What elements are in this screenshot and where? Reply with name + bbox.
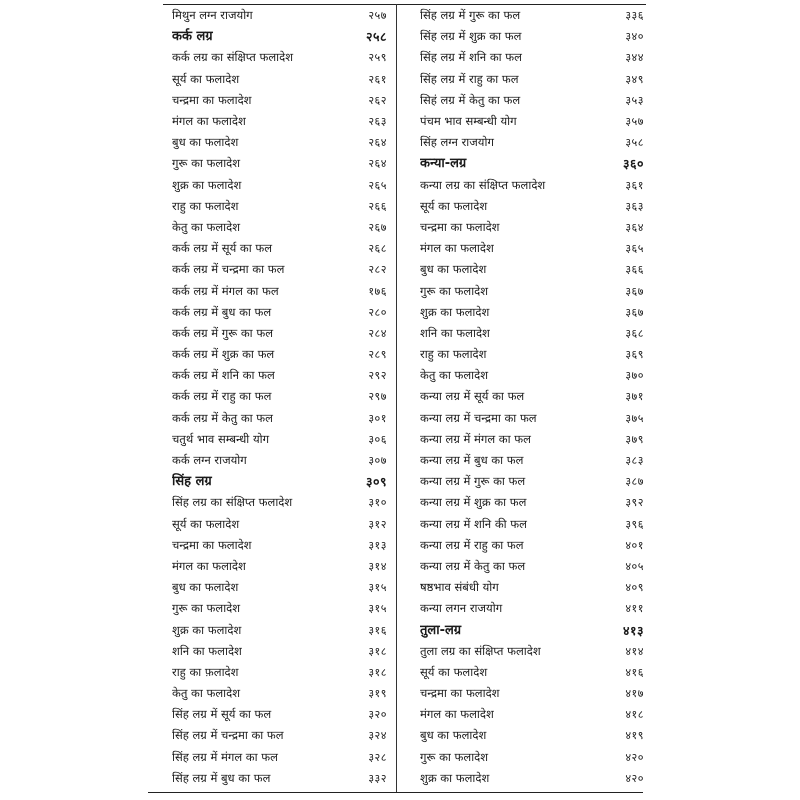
toc-entry-page-number: ३१६	[368, 623, 387, 637]
toc-entry-title: सूर्य का फलादेश	[420, 198, 488, 213]
toc-entry	[172, 47, 387, 68]
toc-entry-page-number: ३६१	[625, 178, 644, 192]
toc-entry	[420, 111, 644, 132]
toc-entry	[172, 111, 387, 132]
toc-entry-page-number: २५८	[365, 29, 387, 45]
toc-entry	[172, 386, 387, 407]
toc-entry-page-number: ४०५	[625, 559, 644, 573]
toc-entry	[172, 492, 387, 513]
toc-entry	[420, 471, 644, 492]
toc-entry-page-number: ४११	[625, 602, 644, 616]
toc-entry-page-number: ३०७	[368, 454, 387, 468]
toc-entry-page-number: २६६	[368, 199, 387, 213]
toc-entry	[420, 238, 644, 259]
toc-entry-page-number: ३५३	[625, 93, 644, 107]
toc-entry	[172, 5, 387, 26]
toc-entry-page-number: १७६	[368, 284, 387, 298]
toc-entry	[172, 408, 387, 429]
toc-entry	[172, 344, 387, 365]
toc-entry-title: सिंह लग्न राजयोग	[420, 135, 494, 150]
toc-entry	[420, 217, 644, 238]
toc-entry-page-number: ३५८	[625, 136, 644, 150]
toc-entry	[172, 725, 387, 746]
toc-entry-title: चन्द्रमा का फलादेश	[420, 686, 500, 701]
toc-entry	[172, 535, 387, 556]
toc-entry	[420, 662, 644, 683]
toc-entry-page-number: ३७९	[625, 432, 644, 446]
toc-entry-page-number: ३१८	[368, 665, 387, 679]
toc-entry-page-number: ४१६	[625, 665, 644, 679]
toc-entry-page-number: ३१३	[368, 538, 387, 552]
toc-entry	[172, 514, 387, 535]
toc-entry-title: सिंह लग्र	[172, 474, 212, 490]
toc-entry-page-number: ४०९	[625, 581, 644, 595]
toc-entry-title: चन्द्रमा का फलादेश	[172, 92, 252, 107]
toc-entry-page-number: ३९६	[625, 517, 644, 531]
toc-entry-page-number: ३४४	[625, 51, 644, 65]
toc-entry-title: कन्या लग्र में चन्द्रमा का फल	[420, 410, 537, 425]
toc-entry-page-number: २६५	[368, 178, 387, 192]
toc-entry-page-number: ३१५	[368, 581, 387, 595]
toc-entry-title: कर्क लग्र में चन्द्रमा का फल	[172, 262, 285, 277]
toc-entry	[420, 556, 644, 577]
toc-entry-page-number: ३३६	[625, 9, 644, 23]
toc-entry	[420, 598, 644, 619]
toc-entry-title: मिथुन लग्न राजयोग	[172, 8, 253, 23]
toc-entry-title: सिंह लग्र में सूर्य का फल	[172, 707, 272, 722]
toc-entry-title: सूर्य का फलादेश	[172, 516, 240, 531]
toc-entry	[420, 429, 644, 450]
toc-entry-page-number: ३६६	[625, 263, 644, 277]
toc-entry	[420, 5, 644, 26]
toc-entry-page-number: ३८७	[625, 475, 644, 489]
toc-entry	[420, 196, 644, 217]
right-column	[420, 5, 644, 789]
toc-entry-title: षष्ठभाव संबंधी योग	[420, 580, 499, 595]
toc-entry-title: कर्क लग्र में मंगल का फल	[172, 283, 279, 298]
toc-entry-title: पंचम भाव सम्बन्धी योग	[420, 114, 517, 129]
toc-entry-title: गुरू का फलादेश	[420, 749, 489, 764]
toc-entry-title: राहु का फ़लादेश	[172, 664, 239, 679]
toc-entry-title: सिहं लग्र में केतु का फल	[420, 92, 521, 107]
toc-entry	[420, 514, 644, 535]
toc-entry-title: कर्क लग्न राजयोग	[172, 453, 247, 468]
toc-entry-page-number: २५७	[368, 9, 387, 23]
toc-entry-page-number: ३७०	[625, 369, 644, 383]
toc-entry	[172, 450, 387, 471]
toc-entry-page-number: २८२	[368, 263, 387, 277]
toc-entry-page-number: ३६७	[625, 305, 644, 319]
toc-entry-page-number: ४१३	[622, 622, 644, 638]
toc-entry	[172, 132, 387, 153]
toc-entry-title: कन्या लग्र का संक्षिप्त फलादेश	[420, 177, 546, 192]
toc-entry-title: सिंह लग्र में गुरू का फल	[420, 8, 521, 23]
toc-entry	[172, 768, 387, 789]
toc-entry-title: कर्क लग्र में सूर्य का फल	[172, 241, 273, 256]
toc-entry-page-number: ३२०	[368, 708, 387, 722]
toc-entry-title: कन्या लगन राजयोग	[420, 601, 503, 616]
toc-entry	[172, 683, 387, 704]
toc-entry-title: कन्या लग्र में मंगल का फल	[420, 431, 531, 446]
toc-entry-title: सूर्य का फलादेश	[172, 71, 240, 86]
toc-entry-page-number: २६२	[368, 93, 387, 107]
toc-entry-page-number: ४२०	[625, 750, 644, 764]
toc-entry-page-number: २५९	[368, 51, 387, 65]
toc-entry-title: कर्क लग्र में बुध का फल	[172, 304, 272, 319]
toc-entry-title: कन्या लग्र में गुरू का फल	[420, 474, 526, 489]
toc-entry-title: शुक्र का फलादेश	[172, 177, 242, 192]
toc-entry-page-number: २६१	[368, 72, 387, 86]
toc-entry-title: बुध का फलादेश	[172, 135, 239, 150]
toc-entry	[172, 175, 387, 196]
toc-entry	[420, 90, 644, 111]
toc-entry-title: कन्या लग्र में बुध का फल	[420, 453, 524, 468]
toc-entry-page-number: ३७१	[625, 390, 644, 404]
toc-entry	[172, 704, 387, 725]
toc-entry-page-number: ३५७	[625, 115, 644, 129]
toc-entry-title: गुरू का फलादेश	[420, 283, 489, 298]
toc-entry-title: कर्क लग्र में शुक्र का फल	[172, 347, 275, 362]
toc-entry	[172, 280, 387, 301]
toc-entry-title: राहु का फलादेश	[420, 347, 487, 362]
toc-entry	[172, 365, 387, 386]
toc-entry	[420, 768, 644, 789]
toc-entry	[172, 619, 387, 640]
toc-entry-page-number: ३१०	[368, 496, 387, 510]
toc-entry-page-number: ४२०	[625, 771, 644, 785]
toc-entry-title: शुक्र का फलादेश	[172, 622, 242, 637]
toc-entry	[172, 429, 387, 450]
toc-entry-title: सिंह लग्र का संक्षिप्त फलादेश	[172, 495, 293, 510]
toc-entry-title: मंगल का फलादेश	[172, 558, 246, 573]
toc-entry-title: कन्या-लग्र	[420, 156, 467, 172]
toc-entry-title: कन्या लग्र में राहु का फल	[420, 537, 524, 552]
toc-entry-page-number: ३९२	[625, 496, 644, 510]
toc-entry-title: कन्या लग्र में शनि की फल	[420, 516, 527, 531]
toc-entry-title: केतु का फलादेश	[172, 686, 241, 701]
toc-entry-title: शनि का फलादेश	[172, 643, 242, 658]
toc-section-heading	[420, 619, 644, 640]
toc-entry-page-number: ३१२	[368, 517, 387, 531]
toc-entry-page-number: ३८३	[625, 454, 644, 468]
toc-entry-page-number: ३०१	[368, 411, 387, 425]
toc-section-heading	[420, 153, 644, 174]
toc-entry	[420, 259, 644, 280]
toc-entry-page-number: २६३	[368, 115, 387, 129]
toc-entry	[172, 556, 387, 577]
toc-entry-title: बुध का फलादेश	[420, 262, 487, 277]
toc-entry-title: कर्क लग्र का संक्षिप्त फलादेश	[172, 50, 294, 65]
toc-entry-title: कर्क लग्र	[172, 29, 213, 45]
toc-entry-title: सिंह लग्र में राहु का फल	[420, 71, 519, 86]
toc-entry-title: चतुर्थ भाव सम्बन्धी योग	[172, 431, 270, 446]
toc-entry-page-number: २६४	[368, 136, 387, 150]
toc-entry	[420, 175, 644, 196]
toc-entry	[420, 26, 644, 47]
toc-entry	[172, 259, 387, 280]
toc-entry	[172, 323, 387, 344]
toc-entry-page-number: ३६०	[622, 156, 644, 172]
toc-entry-page-number: २९२	[368, 369, 387, 383]
toc-entry-title: चन्द्रमा का फलादेश	[172, 537, 252, 552]
toc-entry-page-number: ३१८	[368, 644, 387, 658]
toc-entry-title: मंगल का फलादेश	[420, 241, 494, 256]
toc-entry-title: कर्क लग्र में राहु का फल	[172, 389, 272, 404]
toc-entry-title: सिंह लग्र में शुक्र का फल	[420, 29, 522, 44]
toc-entry	[420, 344, 644, 365]
toc-entry-page-number: ३१४	[368, 559, 387, 573]
toc-entry	[420, 408, 644, 429]
toc-entry-page-number: ३६५	[625, 242, 644, 256]
toc-entry	[420, 704, 644, 725]
toc-entry-page-number: २८०	[368, 305, 387, 319]
toc-entry-title: शुक्र का फलादेश	[420, 770, 490, 785]
toc-entry-title: राहु का फलादेश	[172, 198, 239, 213]
toc-entry-page-number: २८९	[368, 348, 387, 362]
toc-entry	[420, 641, 644, 662]
toc-entry	[420, 386, 644, 407]
toc-entry	[420, 683, 644, 704]
toc-section-heading	[172, 26, 387, 47]
toc-entry	[420, 492, 644, 513]
toc-entry-page-number: ३६९	[625, 348, 644, 362]
toc-entry-page-number: २६७	[368, 220, 387, 234]
toc-entry-title: गुरू का फलादेश	[172, 156, 241, 171]
toc-entry	[420, 535, 644, 556]
toc-entry-page-number: ३६८	[625, 326, 644, 340]
toc-entry-title: सिंह लग्र में मंगल का फल	[172, 749, 278, 764]
toc-entry-title: कन्या लग्र में सूर्य का फल	[420, 389, 525, 404]
toc-entry-page-number: २९७	[368, 390, 387, 404]
toc-entry-page-number: ४०१	[625, 538, 644, 552]
toc-entry-title: चन्द्रमा का फलादेश	[420, 219, 500, 234]
toc-entry-title: बुध का फलादेश	[420, 728, 487, 743]
toc-entry	[420, 323, 644, 344]
toc-entry-page-number: २६४	[368, 157, 387, 171]
toc-entry	[420, 747, 644, 768]
toc-entry-title: केतु का फलादेश	[172, 219, 241, 234]
toc-entry	[172, 69, 387, 90]
toc-entry	[420, 725, 644, 746]
toc-entry-page-number: ३६४	[625, 220, 644, 234]
toc-entry	[420, 47, 644, 68]
toc-entry-page-number: २८४	[368, 326, 387, 340]
toc-entry	[420, 577, 644, 598]
toc-entry-page-number: ३६७	[625, 284, 644, 298]
toc-entry-title: कन्या लग्र में केतु का फल	[420, 558, 526, 573]
toc-entry	[172, 238, 387, 259]
toc-entry-title: शनि का फलादेश	[420, 325, 490, 340]
toc-entry-title: कर्क लग्र में शनि का फल	[172, 368, 275, 383]
toc-entry	[420, 280, 644, 301]
toc-entry-title: कन्या लग्र में शुक्र का फल	[420, 495, 527, 510]
toc-entry	[172, 90, 387, 111]
toc-entry-title: सिंह लग्र में चन्द्रमा का फल	[172, 728, 284, 743]
toc-entry-title: सिंह लग्र में बुध का फल	[172, 770, 271, 785]
toc-entry-title: मंगल का फलादेश	[172, 114, 246, 129]
toc-entry-page-number: ३७५	[625, 411, 644, 425]
toc-entry-title: शुक्र का फलादेश	[420, 304, 490, 319]
toc-entry-title: तुला-लग्र	[420, 622, 462, 638]
toc-entry	[420, 132, 644, 153]
toc-entry-title: बुध का फलादेश	[172, 580, 239, 595]
toc-entry-title: सिंह लग्र में शनि का फल	[420, 50, 522, 65]
toc-entry-title: केतु का फलादेश	[420, 368, 489, 383]
toc-entry	[420, 302, 644, 323]
toc-entry-page-number: ३१५	[368, 602, 387, 616]
toc-entry	[172, 302, 387, 323]
toc-entry	[172, 153, 387, 174]
toc-entry	[420, 69, 644, 90]
toc-entry-page-number: ४१८	[625, 708, 644, 722]
toc-entry	[172, 662, 387, 683]
toc-entry-page-number: ४१४	[625, 644, 644, 658]
toc-entry	[172, 641, 387, 662]
toc-entry-title: गुरू का फलादेश	[172, 601, 241, 616]
toc-entry	[172, 196, 387, 217]
toc-entry	[172, 598, 387, 619]
toc-entry-page-number: ३०६	[368, 432, 387, 446]
toc-entry	[420, 365, 644, 386]
toc-entry-title: कर्क लग्र में केतु का फल	[172, 410, 273, 425]
toc-entry-page-number: ३२४	[368, 729, 387, 743]
toc-entry	[420, 450, 644, 471]
toc-entry-title: कर्क लग्र में गुरू का फल	[172, 325, 273, 340]
toc-entry	[172, 747, 387, 768]
toc-entry-title: सूर्य का फलादेश	[420, 664, 488, 679]
toc-entry-title: मंगल का फलादेश	[420, 707, 494, 722]
toc-entry-page-number: ४१७	[625, 687, 644, 701]
toc-entry-page-number: ३४०	[625, 30, 644, 44]
toc-entry-title: तुला लग्र का संक्षिप्त फलादेश	[420, 643, 541, 658]
toc-entry-page-number: २६८	[368, 242, 387, 256]
toc-entry-page-number: ३१९	[368, 687, 387, 701]
toc-entry-page-number: ४१९	[625, 729, 644, 743]
bottom-border	[148, 792, 643, 793]
toc-entry-page-number: ३०९	[365, 474, 387, 490]
toc-entry	[172, 217, 387, 238]
left-column	[172, 5, 387, 789]
column-divider	[396, 4, 397, 792]
toc-section-heading	[172, 471, 387, 492]
toc-entry-page-number: ३२८	[368, 750, 387, 764]
toc-entry-page-number: ३६३	[625, 199, 644, 213]
toc-entry-page-number: ३४९	[625, 72, 644, 86]
toc-entry	[172, 577, 387, 598]
toc-entry-page-number: ३३२	[368, 771, 387, 785]
